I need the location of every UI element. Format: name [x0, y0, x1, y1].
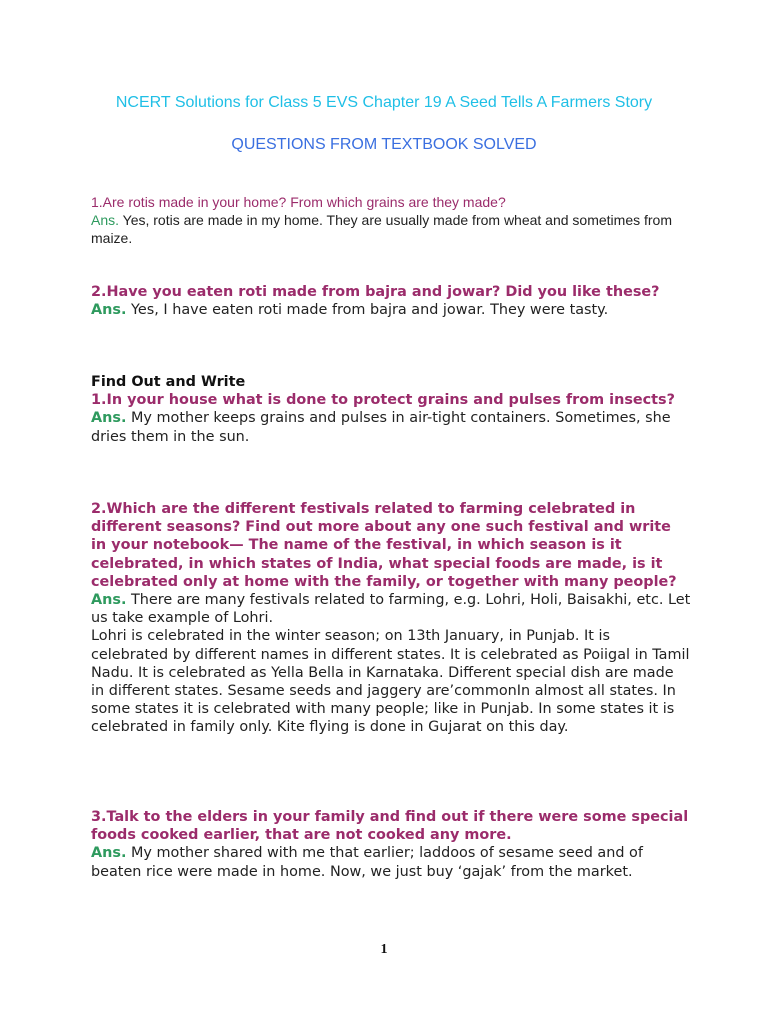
question-text: 1.Are rotis made in your home? From which grains are they made?	[91, 194, 506, 210]
find-out-section	[91, 373, 691, 446]
qa-block-find-out-2	[91, 500, 691, 737]
question-text: 2.Have you eaten roti made from bajra and jowar? Did you like these?	[91, 284, 660, 300]
answer-body: My mother keeps grains and pulses in air-tight containers. Sometimes, she dries them in the sun.	[91, 410, 671, 445]
answer-text	[91, 409, 691, 445]
ans-label: Ans.	[91, 592, 127, 609]
ans-label: Ans.	[91, 410, 127, 427]
section-title: QUESTIONS FROM TEXTBOOK SOLVED	[231, 136, 537, 153]
answer-body: Yes, rotis are made in my home. They are usually made from wheat and sometimes from maize.	[91, 212, 673, 246]
document-title: NCERT Solutions for Class 5 EVS Chapter 19 A Seed Tells A Farmers Story	[115, 94, 653, 111]
answer-text	[91, 211, 691, 247]
question-text: 2.Which are the different festivals related to farming celebrated in different seasons? Find out more about any one such festival and write in your notebook— The name of the festival, in which season is it celebrated, in which states of India, what special foods are made, is it celebrated only at home with the family, or together with many people?	[91, 501, 677, 590]
qa-block-textbook-2	[91, 283, 691, 319]
ans-label: Ans.	[91, 302, 127, 319]
question-text: 1.In your house what is done to protect grains and pulses from insects?	[91, 392, 675, 409]
ans-label: Ans.	[91, 212, 120, 228]
answer-text	[91, 844, 691, 880]
section-heading: Find Out and Write	[91, 374, 246, 390]
answer-body: There are many festivals related to farming, e.g. Lohri, Holi, Baisakhi, etc. Let us take example of Lohri.	[91, 592, 691, 627]
page-number: 1	[380, 942, 388, 957]
answer-body: My mother shared with me that earlier; laddoos of sesame seed and of beaten rice were made in home. Now, we just buy ‘gajak’ from the market.	[91, 845, 643, 880]
answer-body: Yes, I have eaten roti made from bajra and jowar. They were tasty.	[131, 302, 609, 319]
question-text: 3.Talk to the elders in your family and find out if there were some special foods cooked earlier, that are not cooked any more.	[91, 809, 689, 844]
answer-text	[91, 591, 691, 627]
qa-block-textbook-1	[91, 193, 691, 247]
answer-text	[91, 301, 691, 319]
answer-continued: Lohri is celebrated in the winter season; on 13th January, in Punjab. It is celebrated by different names in different states. It is celebrated as Poiigal in Tamil Nadu. It is celebrated as Yella Bella in Karnataka. Different special dish are made in different states. Sesame seeds and jaggery are’commonIn almost all states. In some states it is celebrated with many people; like in Punjab. In some states it is celebrated in family only. Kite flying is done in Gujarat on this day.	[91, 628, 690, 736]
ans-label: Ans.	[91, 845, 127, 862]
qa-block-find-out-3	[91, 808, 691, 881]
